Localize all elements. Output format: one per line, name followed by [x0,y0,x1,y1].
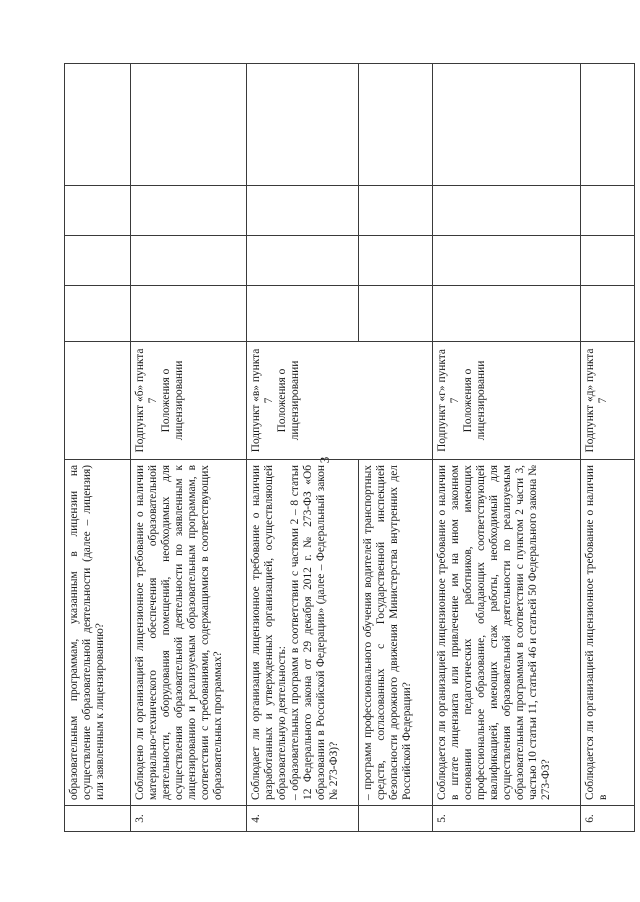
answer-cell-yes [581,286,635,342]
requirement-intro: Соблюдает ли организация лицензионное требование о наличии разработанных и утвержденных организацией, осуществляющей образовательную деятельность: [250,465,288,800]
requirement-text: образовательным программам, указанным в лицензии на осуществление образовательной деятельности (далее – лицензия) или заявленным к лицензированию? [65,460,131,806]
row-number: 3. [131,806,247,832]
row-number [359,806,433,832]
answer-cell-na [131,186,247,236]
requirement-text: Соблюдено ли организацией лицензионное требование о наличии материально-технического обеспечения образовательной деятельности, оборудования помещений, необходимых для осуществления образовательной деятельности по заявленным к лицензированию и реализуемым образовательным программам, в соответствии с требованиями, содержащимися в соответствующих образовательных программах? [131,460,247,806]
legal-reference-line: Положения о [160,368,172,433]
row-number [65,806,131,832]
legal-reference [65,342,131,460]
answer-cell-yes [131,286,247,342]
table-row [131,64,247,832]
remarks-cell [359,64,433,186]
requirement-text: Соблюдается ли организацией лицензионное требование о наличии в штате лицензиата или привлечение им на ином законном основании педагогических работников, имеющих профессиональное образование, обладающих соответствующей квалификацией, имеющих стаж работы, необходимый для осуществления образовательной деятельности по реализуемым образовательным программам в соответствии с пунктом 2 части 3, частью 10 статьи 11, статьей 46 и статьей 50 Федерального закона № 273-ФЗ? [433,460,581,806]
legal-reference [433,342,581,460]
legal-reference [247,342,433,460]
requirement-subitem: – образовательных программ в соответствии с частями 2 – 8 статьи 12 Федерального закона от 29 декабря 2012 г. № 273-ФЗ «Об образовании в Российской Федерации» (далее – Федеральный закон № 273-ФЗ)? [289,465,340,800]
legal-reference-line: лицензировании [475,360,487,441]
answer-cell-na [433,186,581,236]
answer-cell-no [581,236,635,286]
answer-cell-yes [433,286,581,342]
requirement-text: – программ профессионального обучения водителей транспортных средств, согласованных с Государственной инспекцией безопасности дорожного движения Министерства внутренних дел Российской Федерации? [359,460,433,806]
legal-reference-line: Положения о [276,368,288,433]
requirement-text [247,460,359,806]
remarks-cell [131,64,247,186]
remarks-cell [247,64,359,186]
table-row [247,64,359,832]
table-row [433,64,581,832]
remarks-cell [65,64,131,186]
answer-cell-na [247,186,359,236]
answer-cell-no [433,236,581,286]
legal-reference-line: лицензировании [289,360,301,441]
legal-reference [131,342,247,460]
checklist-table [64,63,635,832]
answer-cell-no [247,236,359,286]
legal-reference-line: Подпункт «б» пункта 7 [134,348,159,453]
checklist-table-rotated [64,64,634,832]
remarks-cell [433,64,581,186]
remarks-cell [581,64,635,186]
legal-reference [581,342,635,460]
row-number: 6. [581,806,635,832]
answer-cell-na [359,186,433,236]
answer-cell-yes [65,286,131,342]
legal-reference-line: Подпункт «г» пункта 7 [436,349,461,452]
legal-reference-line: Подпункт «в» пункта 7 [250,348,275,453]
table-row [581,64,635,832]
table-row [65,64,131,832]
legal-reference-line: Положения о [462,368,474,433]
legal-reference-line: Подпункт «д» пункта 7 [584,348,609,453]
answer-cell-no [131,236,247,286]
answer-cell-no [359,236,433,286]
answer-cell-na [581,186,635,236]
answer-cell-na [65,186,131,236]
row-number: 4. [247,806,359,832]
requirement-text: Соблюдается ли организацией лицензионное требование о наличии в [581,460,635,806]
answer-cell-yes [247,286,359,342]
legal-reference-line: лицензировании [173,360,185,441]
row-number: 5. [433,806,581,832]
answer-cell-no [65,236,131,286]
answer-cell-yes [359,286,433,342]
page-number: 3 [317,456,332,464]
